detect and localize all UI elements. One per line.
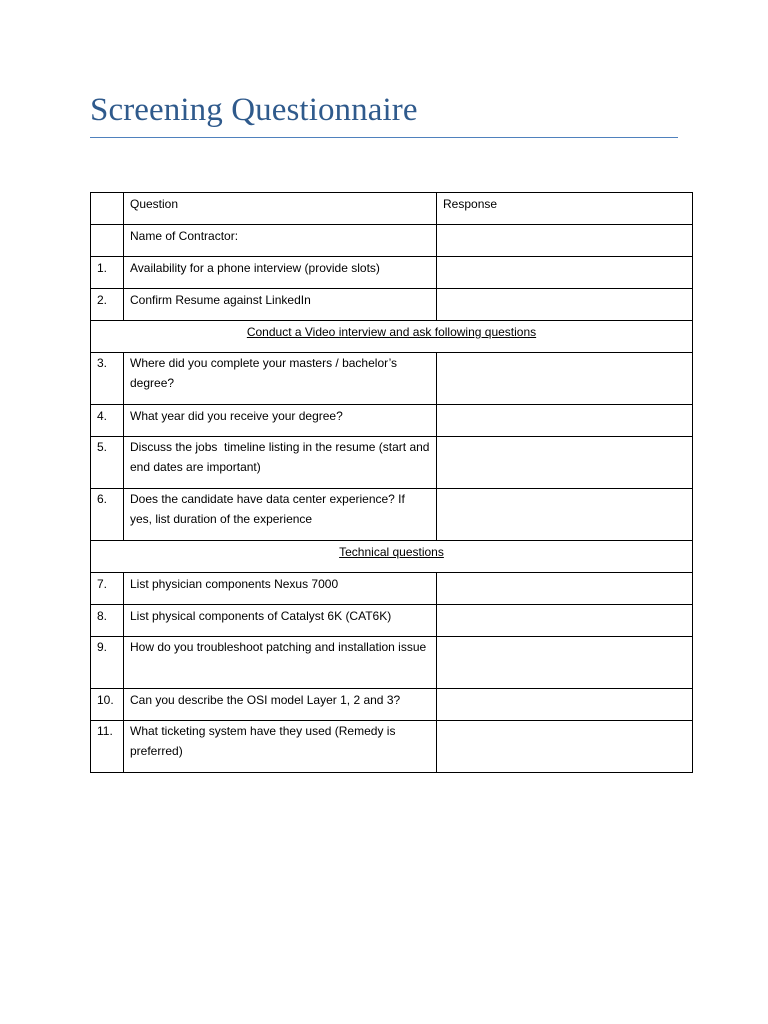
row-number: 5. bbox=[91, 437, 124, 489]
row-number: 9. bbox=[91, 637, 124, 689]
table-row bbox=[91, 689, 693, 721]
section-row-video bbox=[91, 321, 693, 353]
row-number: 3. bbox=[91, 353, 124, 405]
title-underline bbox=[90, 137, 678, 138]
table-row bbox=[91, 353, 693, 405]
row-response[interactable] bbox=[437, 353, 693, 405]
row-question: Confirm Resume against LinkedIn bbox=[124, 289, 437, 321]
row-response[interactable] bbox=[437, 605, 693, 637]
row-question: What ticketing system have they used (Remedy is preferred) bbox=[124, 721, 437, 773]
section-heading-technical: Technical questions bbox=[91, 541, 693, 573]
table-row bbox=[91, 437, 693, 489]
row-response[interactable] bbox=[437, 405, 693, 437]
row-question: Can you describe the OSI model Layer 1, 2 and 3? bbox=[124, 689, 437, 721]
row-question: List physician components Nexus 7000 bbox=[124, 573, 437, 605]
row-question: List physical components of Catalyst 6K (CAT6K) bbox=[124, 605, 437, 637]
row-number: 11. bbox=[91, 721, 124, 773]
table-row bbox=[91, 573, 693, 605]
table-row bbox=[91, 637, 693, 689]
table-row bbox=[91, 225, 693, 257]
row-number: 7. bbox=[91, 573, 124, 605]
row-response[interactable] bbox=[437, 573, 693, 605]
row-response[interactable] bbox=[437, 637, 693, 689]
row-question: Discuss the jobs timeline listing in the resume (start and end dates are important) bbox=[124, 437, 437, 489]
table-header-row bbox=[91, 193, 693, 225]
header-response-cell: Response bbox=[437, 193, 693, 225]
table-row bbox=[91, 257, 693, 289]
page-title: Screening Questionnaire bbox=[90, 92, 418, 128]
header-num-cell bbox=[91, 193, 124, 225]
section-heading-video: Conduct a Video interview and ask following questions bbox=[91, 321, 693, 353]
row-number: 1. bbox=[91, 257, 124, 289]
row-response[interactable] bbox=[437, 489, 693, 541]
row-question: Name of Contractor: bbox=[124, 225, 437, 257]
header-question-cell: Question bbox=[124, 193, 437, 225]
row-number bbox=[91, 225, 124, 257]
row-number: 2. bbox=[91, 289, 124, 321]
row-number: 10. bbox=[91, 689, 124, 721]
table-row bbox=[91, 721, 693, 773]
table-row bbox=[91, 405, 693, 437]
table-row bbox=[91, 605, 693, 637]
screening-table bbox=[90, 192, 693, 773]
row-response[interactable] bbox=[437, 721, 693, 773]
row-question: Does the candidate have data center experience? If yes, list duration of the experience bbox=[124, 489, 437, 541]
row-number: 4. bbox=[91, 405, 124, 437]
table-row bbox=[91, 489, 693, 541]
row-question: What year did you receive your degree? bbox=[124, 405, 437, 437]
row-response[interactable] bbox=[437, 225, 693, 257]
table-row bbox=[91, 289, 693, 321]
section-row-technical bbox=[91, 541, 693, 573]
row-question: Availability for a phone interview (provide slots) bbox=[124, 257, 437, 289]
row-response[interactable] bbox=[437, 437, 693, 489]
row-response[interactable] bbox=[437, 257, 693, 289]
row-number: 6. bbox=[91, 489, 124, 541]
row-number: 8. bbox=[91, 605, 124, 637]
row-question: How do you troubleshoot patching and installation issue bbox=[124, 637, 437, 689]
row-response[interactable] bbox=[437, 289, 693, 321]
row-question: Where did you complete your masters / bachelor’s degree? bbox=[124, 353, 437, 405]
row-response[interactable] bbox=[437, 689, 693, 721]
